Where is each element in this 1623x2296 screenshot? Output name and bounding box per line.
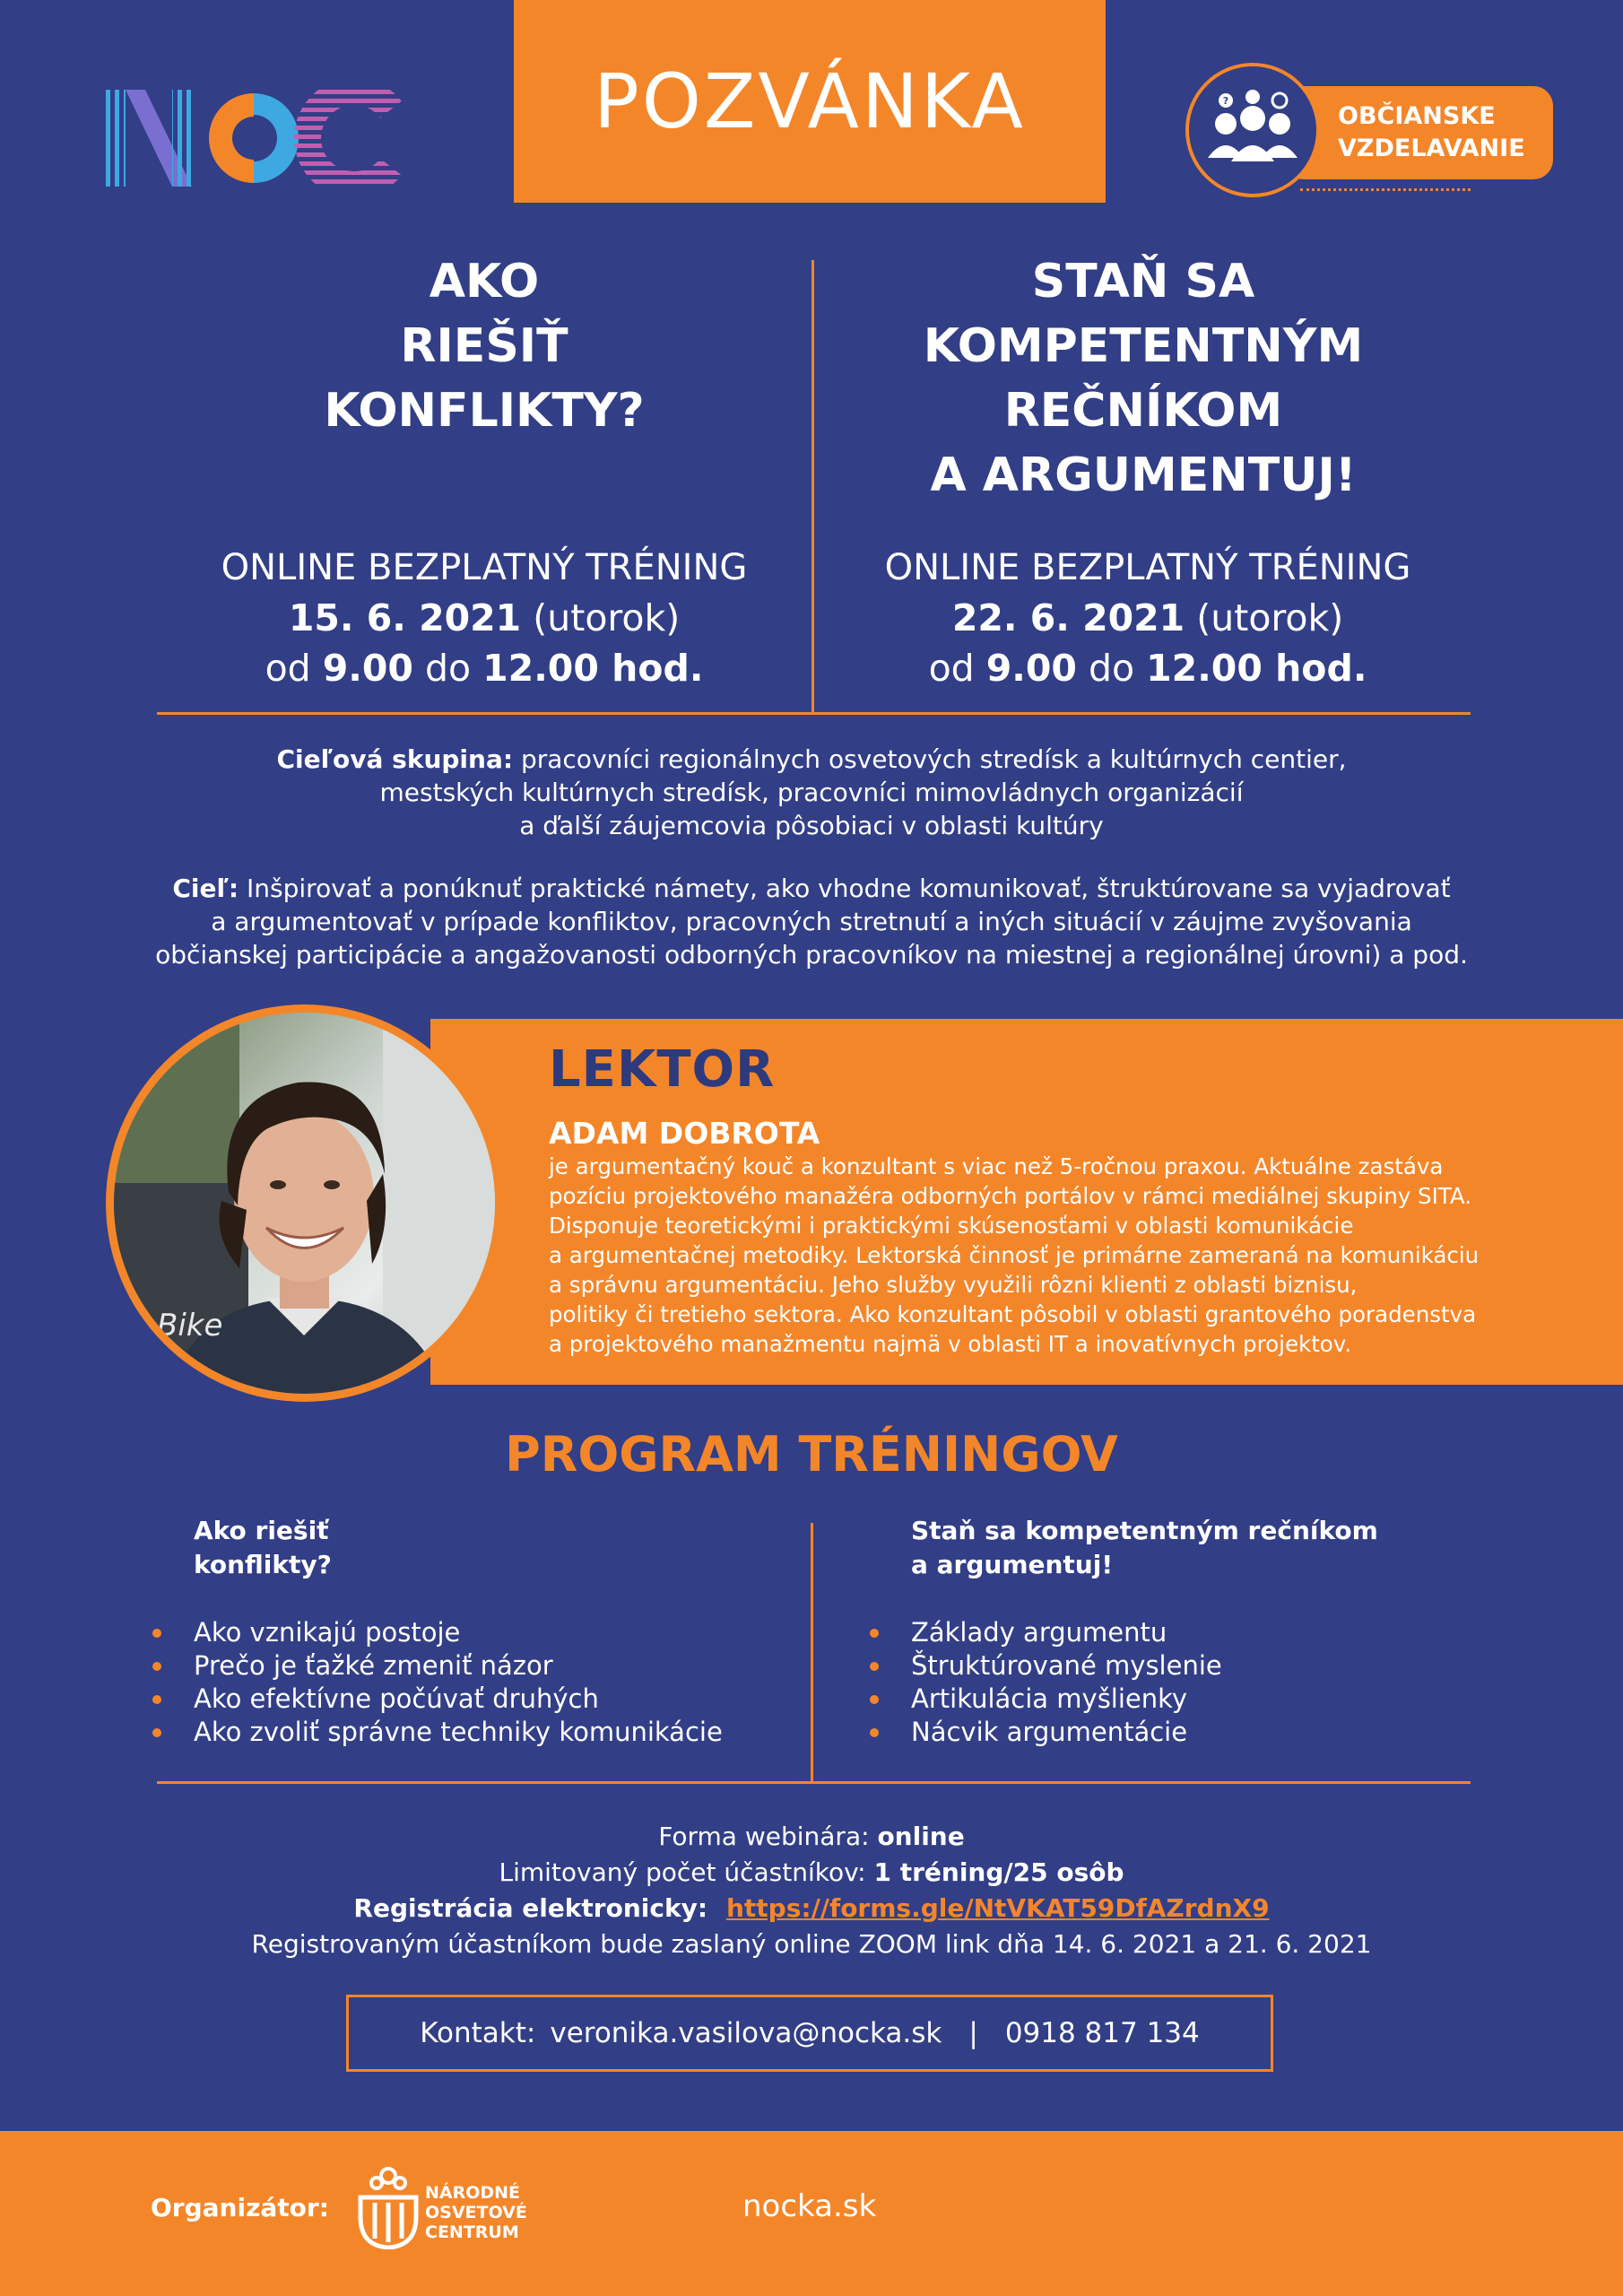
training-2-title-line: KOMPETENTNÝM	[923, 319, 1364, 373]
invitation-title-box	[514, 0, 1106, 203]
training-1-to-time: 12.00 hod.	[482, 647, 704, 690]
registration-link[interactable]: https://forms.gle/NtVKAT59DfAZrdnX9	[725, 1893, 1270, 1923]
lector-bio-line: politiky či tretieho sektora. Ako konzultant pôsobil v oblasti grantového poradenstva	[549, 1301, 1477, 1327]
target-group-text: a ďalší záujemcovia pôsobiaci v oblasti kultúry	[519, 811, 1104, 840]
section-divider	[157, 1781, 1471, 1784]
lector-bio	[549, 1152, 1580, 1359]
program-column-1	[152, 1514, 762, 1749]
goal-label: Cieľ:	[172, 874, 239, 903]
training-1-title-line: RIEŠIŤ	[400, 319, 568, 373]
list-item: Základy argumentu	[870, 1616, 1480, 1649]
registration	[0, 1891, 1623, 1926]
organizer-name-line: CENTRUM	[425, 2222, 519, 2242]
contact-phone[interactable]: 0918 817 134	[1004, 2017, 1200, 2049]
training-1-title	[179, 249, 789, 443]
training-2-from-word: od	[928, 647, 975, 690]
lector-bio-line: a projektového manažmentu najmä v oblasti IT a inovatívnych projektov.	[549, 1331, 1352, 1357]
photo-text: Bike	[157, 1308, 223, 1344]
lector-bio-line: je argumentačný kouč a konzultant s viac než 5-ročnou praxou. Aktuálne zastáva	[549, 1153, 1444, 1179]
program-column-2-heading	[870, 1514, 1480, 1582]
training-2-to-time: 12.00 hod.	[1146, 647, 1367, 690]
target-group	[135, 743, 1488, 842]
training-2-from-time: 9.00	[985, 647, 1077, 690]
organizer-label: Organizátor:	[151, 2193, 329, 2222]
training-2-info	[825, 543, 1471, 693]
training-2-day: (utorok)	[1196, 596, 1344, 639]
training-2-type: ONLINE BEZPLATNÝ TRÉNING	[884, 547, 1411, 588]
zoom-note: Registrovaným účastníkom bude zaslaný online ZOOM link dňa 14. 6. 2021 a 21. 6. 2021	[251, 1929, 1372, 1959]
contact-label: Kontakt:	[420, 2017, 536, 2049]
list-item: Ako vznikajú postoje	[152, 1616, 762, 1649]
badge-line-2: VZDELAVANIE	[1338, 135, 1525, 162]
organizer-name-line: NÁRODNÉ	[425, 2183, 521, 2203]
program-divider	[811, 1523, 813, 1783]
contact-separator: |	[968, 2017, 978, 2049]
badge-pill	[1284, 86, 1553, 179]
training-1-title-line: KONFLIKTY?	[324, 384, 645, 438]
program-heading-line: Staň sa kompetentným rečníkom	[911, 1516, 1378, 1545]
organizer-name-line: OSVETOVÉ	[425, 2203, 527, 2222]
svg-text:?: ?	[1222, 95, 1229, 107]
webinar-form-value: online	[877, 1822, 965, 1851]
training-2-title-line: A ARGUMENTUJ!	[930, 448, 1357, 502]
lector-bio-line: a správnu argumentáciu. Jeho služby využili rôzni klienti z oblasti biznisu,	[549, 1272, 1358, 1298]
program-column-2-list	[870, 1616, 1480, 1749]
lector-photo-frame	[106, 1004, 503, 1402]
contact-box	[346, 1995, 1273, 2072]
training-1-info	[161, 543, 807, 693]
list-item: Ako efektívne počúvať druhých	[152, 1683, 762, 1716]
training-2-title-line: REČNÍKOM	[1003, 384, 1283, 438]
people-ideas-icon	[1185, 63, 1320, 197]
training-1-from-word: od	[265, 647, 311, 690]
badge-dotted-line	[1300, 188, 1471, 191]
title-divider	[812, 260, 814, 713]
training-2-title	[834, 249, 1453, 508]
program-column-2	[870, 1514, 1480, 1749]
lector-heading: LEKTOR	[549, 1040, 776, 1099]
training-1-type: ONLINE BEZPLATNÝ TRÉNING	[221, 547, 748, 588]
lector-photo	[114, 1013, 495, 1394]
training-1-title-line: AKO	[429, 255, 540, 309]
program-title: PROGRAM TRÉNINGOV	[505, 1426, 1118, 1483]
registration-label: Registrácia elektronicky:	[353, 1893, 708, 1923]
list-item: Nácvik argumentácie	[870, 1716, 1480, 1749]
training-1-to-word: do	[424, 647, 472, 690]
list-item: Artikulácia myšlienky	[870, 1683, 1480, 1716]
program-heading-line: Ako riešiť	[194, 1516, 329, 1545]
noc-emblem-icon	[355, 2163, 421, 2249]
goal-text: Inšpirovať a ponúknuť praktické námety, ako vhodne komunikovať, štruktúrovane sa vyjadrovať	[247, 874, 1451, 903]
badge-line-1: OBČIANSKE	[1338, 102, 1496, 130]
program-heading-line: a argumentuj!	[911, 1550, 1114, 1579]
goal-text: občianskej participácie a angažovanosti odborných pracovníkov na miestnej a regionálnej úrovni) a pod.	[155, 940, 1468, 970]
goal-text: a argumentovať v prípade konfliktov, pracovných stretnutí a iných situácií v záujme zvyšovania	[211, 907, 1412, 936]
program-column-1-heading	[152, 1514, 762, 1582]
training-1-from-time: 9.00	[322, 647, 413, 690]
training-2-to-word: do	[1088, 647, 1135, 690]
participant-limit-label: Limitovaný počet účastníkov:	[499, 1857, 866, 1887]
invitation-title: POZVÁNKA	[594, 57, 1026, 145]
webinar-form	[0, 1819, 1623, 1855]
training-2-title-line: STAŇ SA	[1031, 255, 1255, 309]
goal	[135, 872, 1488, 971]
webinar-form-label: Forma webinára:	[658, 1822, 870, 1851]
organizer-name	[425, 2183, 527, 2242]
training-1-day: (utorok)	[533, 596, 681, 639]
program-heading-line: konflikty?	[194, 1550, 332, 1579]
list-item: Štruktúrované myslenie	[870, 1649, 1480, 1683]
lector-bio-line: Disponuje teoretickými i praktickými skúsenosťami v oblasti komunikácie	[549, 1213, 1354, 1239]
target-group-label: Cieľová skupina:	[276, 744, 514, 774]
lector-bio-line: pozíciu projektového manažéra odborných portálov v rámci mediálnej skupiny SITA.	[549, 1183, 1471, 1209]
contact-email[interactable]: veronika.vasilova@nocka.sk	[550, 2017, 942, 2049]
list-item: Ako zvoliť správne techniky komunikácie	[152, 1716, 762, 1749]
target-group-text: pracovníci regionálnych osvetových stredísk a kultúrnych centier,	[520, 744, 1347, 774]
civic-education-badge	[1185, 61, 1562, 204]
target-group-text: mestských kultúrnych stredísk, pracovníci mimovládnych organizácií	[379, 778, 1244, 807]
lector-bio-line: a argumentačnej metodiky. Lektorská činnosť je primárne zameraná na komunikáciu	[549, 1242, 1480, 1268]
training-2-date: 22. 6. 2021	[951, 596, 1185, 639]
participant-limit-value: 1 tréning/25 osôb	[873, 1857, 1124, 1887]
website-link[interactable]: nocka.sk	[742, 2188, 877, 2224]
lector-name: ADAM DOBROTA	[549, 1116, 820, 1151]
list-item: Prečo je ťažké zmeniť názor	[152, 1649, 762, 1683]
training-1-date: 15. 6. 2021	[288, 596, 522, 639]
section-divider	[157, 712, 1471, 715]
program-column-1-list	[152, 1616, 762, 1749]
participant-limit	[0, 1855, 1623, 1891]
noc-logo	[106, 90, 402, 187]
